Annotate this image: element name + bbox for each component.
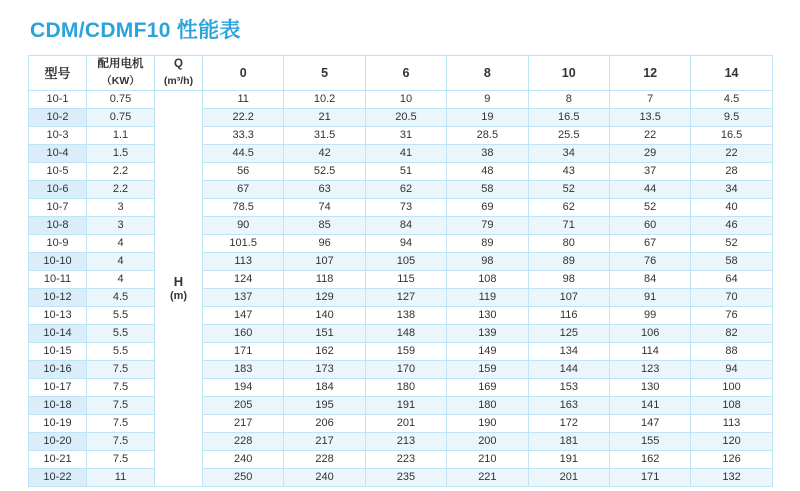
cell-head-value: 29 <box>609 145 690 163</box>
cell-head-value: 118 <box>284 271 365 289</box>
cell-power: 7.5 <box>87 433 155 451</box>
cell-head-value: 180 <box>447 397 528 415</box>
cell-head-value: 56 <box>203 163 284 181</box>
cell-head-value: 60 <box>609 217 690 235</box>
cell-head-value: 105 <box>365 253 446 271</box>
cell-head-value: 172 <box>528 415 609 433</box>
cell-model: 10-18 <box>29 397 87 415</box>
cell-head-value: 22 <box>609 127 690 145</box>
cell-head-value: 19 <box>447 109 528 127</box>
cell-head-value: 115 <box>365 271 446 289</box>
cell-power: 3 <box>87 217 155 235</box>
cell-head-value: 82 <box>691 325 772 343</box>
header-model: 型号 <box>29 56 87 91</box>
cell-head-value: 33.3 <box>203 127 284 145</box>
cell-head-value: 116 <box>528 307 609 325</box>
cell-head-value: 69 <box>447 199 528 217</box>
cell-head-value: 235 <box>365 469 446 487</box>
cell-power: 11 <box>87 469 155 487</box>
cell-head-value: 210 <box>447 451 528 469</box>
table-row <box>29 361 773 379</box>
cell-head-value: 76 <box>609 253 690 271</box>
header-flow-12: 12 <box>609 56 690 91</box>
header-power <box>87 56 155 91</box>
cell-head-value: 162 <box>609 451 690 469</box>
cell-power: 7.5 <box>87 379 155 397</box>
cell-head-value: 100 <box>691 379 772 397</box>
cell-head-value: 28 <box>691 163 772 181</box>
cell-head-value: 180 <box>365 379 446 397</box>
cell-head-value: 10 <box>365 91 446 109</box>
cell-head-value: 64 <box>691 271 772 289</box>
cell-power: 2.2 <box>87 181 155 199</box>
cell-head-value: 130 <box>447 307 528 325</box>
cell-power: 2.2 <box>87 163 155 181</box>
cell-head-value: 67 <box>203 181 284 199</box>
cell-head-value: 80 <box>528 235 609 253</box>
cell-head-value: 114 <box>609 343 690 361</box>
cell-head-value: 58 <box>691 253 772 271</box>
cell-head-value: 67 <box>609 235 690 253</box>
cell-power: 5.5 <box>87 325 155 343</box>
table-row <box>29 145 773 163</box>
cell-head-value: 160 <box>203 325 284 343</box>
cell-head-value: 108 <box>691 397 772 415</box>
table-row <box>29 127 773 145</box>
table-row <box>29 181 773 199</box>
cell-head-value: 191 <box>528 451 609 469</box>
cell-power: 4 <box>87 253 155 271</box>
table-row <box>29 343 773 361</box>
cell-head-value: 94 <box>691 361 772 379</box>
table-row <box>29 415 773 433</box>
cell-head-value: 78.5 <box>203 199 284 217</box>
table-row <box>29 271 773 289</box>
cell-head-value: 96 <box>284 235 365 253</box>
cell-head-value: 70 <box>691 289 772 307</box>
header-flow-8: 8 <box>447 56 528 91</box>
header-row <box>29 56 773 91</box>
cell-head-value: 228 <box>284 451 365 469</box>
cell-head-value: 221 <box>447 469 528 487</box>
cell-head-value: 213 <box>365 433 446 451</box>
cell-head-value: 52 <box>528 181 609 199</box>
cell-head-value: 191 <box>365 397 446 415</box>
cell-model: 10-13 <box>29 307 87 325</box>
cell-head-value: 85 <box>284 217 365 235</box>
cell-head-value: 89 <box>447 235 528 253</box>
cell-head-value: 99 <box>609 307 690 325</box>
cell-head-value: 240 <box>284 469 365 487</box>
header-flow-5: 5 <box>284 56 365 91</box>
cell-head-value: 63 <box>284 181 365 199</box>
cell-head-value: 46 <box>691 217 772 235</box>
table-row <box>29 109 773 127</box>
cell-head-value: 16.5 <box>691 127 772 145</box>
cell-power: 1.5 <box>87 145 155 163</box>
cell-head-value: 155 <box>609 433 690 451</box>
header-flow-6: 6 <box>365 56 446 91</box>
cell-head-value: 132 <box>691 469 772 487</box>
cell-head-value: 119 <box>447 289 528 307</box>
cell-head-value: 125 <box>528 325 609 343</box>
cell-head-value: 108 <box>447 271 528 289</box>
cell-head-value: 163 <box>528 397 609 415</box>
table-row <box>29 163 773 181</box>
cell-head-value: 140 <box>284 307 365 325</box>
cell-model: 10-6 <box>29 181 87 199</box>
cell-head-value: 127 <box>365 289 446 307</box>
cell-head-value: 124 <box>203 271 284 289</box>
table-row <box>29 397 773 415</box>
h-symbol: H <box>173 274 184 290</box>
cell-head-value: 200 <box>447 433 528 451</box>
table-body <box>29 91 773 487</box>
cell-head-value: 89 <box>528 253 609 271</box>
table-row <box>29 433 773 451</box>
table-row <box>29 235 773 253</box>
cell-head-value: 62 <box>528 199 609 217</box>
cell-head-value: 190 <box>447 415 528 433</box>
cell-power: 5.5 <box>87 343 155 361</box>
cell-head-value: 107 <box>528 289 609 307</box>
cell-head-value: 13.5 <box>609 109 690 127</box>
header-q-unit: (m³/h) <box>163 75 194 88</box>
table-row <box>29 307 773 325</box>
cell-head-value: 159 <box>447 361 528 379</box>
cell-head-value: 101.5 <box>203 235 284 253</box>
cell-head-value: 106 <box>609 325 690 343</box>
cell-head-value: 16.5 <box>528 109 609 127</box>
cell-head-value: 171 <box>609 469 690 487</box>
cell-power: 4 <box>87 235 155 253</box>
cell-head-value: 25.5 <box>528 127 609 145</box>
cell-model: 10-22 <box>29 469 87 487</box>
cell-head-value: 134 <box>528 343 609 361</box>
cell-head-value: 34 <box>528 145 609 163</box>
cell-head-value: 62 <box>365 181 446 199</box>
cell-head-value: 91 <box>609 289 690 307</box>
cell-power: 7.5 <box>87 397 155 415</box>
cell-head-value: 52 <box>609 199 690 217</box>
cell-head-value: 38 <box>447 145 528 163</box>
cell-head-value: 94 <box>365 235 446 253</box>
table-row <box>29 289 773 307</box>
header-q-symbol: Q <box>174 58 183 71</box>
cell-head-value: 71 <box>528 217 609 235</box>
cell-power: 5.5 <box>87 307 155 325</box>
cell-head-value: 217 <box>284 433 365 451</box>
header-flow-10: 10 <box>528 56 609 91</box>
cell-head-value: 130 <box>609 379 690 397</box>
cell-head-value: 120 <box>691 433 772 451</box>
cell-power: 0.75 <box>87 109 155 127</box>
cell-head-value: 42 <box>284 145 365 163</box>
cell-model: 10-8 <box>29 217 87 235</box>
cell-head-value: 151 <box>284 325 365 343</box>
page-title: CDM/CDMF10 性能表 <box>30 19 241 42</box>
cell-model: 10-11 <box>29 271 87 289</box>
cell-head-value: 173 <box>284 361 365 379</box>
cell-power: 1.1 <box>87 127 155 145</box>
table-row <box>29 199 773 217</box>
cell-head-value: 84 <box>365 217 446 235</box>
cell-head-value: 88 <box>691 343 772 361</box>
cell-head-value: 37 <box>609 163 690 181</box>
cell-head-value: 98 <box>528 271 609 289</box>
cell-head-value: 73 <box>365 199 446 217</box>
cell-head-value: 28.5 <box>447 127 528 145</box>
header-flow-unit <box>155 56 203 91</box>
cell-head-value: 148 <box>365 325 446 343</box>
cell-head-value: 113 <box>691 415 772 433</box>
cell-head-value: 250 <box>203 469 284 487</box>
cell-head-value: 22.2 <box>203 109 284 127</box>
cell-head-value: 98 <box>447 253 528 271</box>
cell-head-value: 171 <box>203 343 284 361</box>
cell-model: 10-4 <box>29 145 87 163</box>
cell-model: 10-2 <box>29 109 87 127</box>
cell-power: 0.75 <box>87 91 155 109</box>
cell-head-value: 41 <box>365 145 446 163</box>
head-cell-h <box>155 91 203 487</box>
cell-head-value: 8 <box>528 91 609 109</box>
cell-head-value: 52 <box>691 235 772 253</box>
cell-head-value: 184 <box>284 379 365 397</box>
cell-head-value: 183 <box>203 361 284 379</box>
header-flow-14: 14 <box>691 56 772 91</box>
table-row <box>29 451 773 469</box>
cell-model: 10-7 <box>29 199 87 217</box>
cell-head-value: 22 <box>691 145 772 163</box>
cell-head-value: 79 <box>447 217 528 235</box>
h-unit: (m) <box>169 290 188 303</box>
cell-model: 10-19 <box>29 415 87 433</box>
cell-head-value: 20.5 <box>365 109 446 127</box>
cell-head-value: 206 <box>284 415 365 433</box>
cell-head-value: 44.5 <box>203 145 284 163</box>
cell-head-value: 139 <box>447 325 528 343</box>
cell-head-value: 240 <box>203 451 284 469</box>
cell-power: 7.5 <box>87 361 155 379</box>
cell-head-value: 149 <box>447 343 528 361</box>
cell-model: 10-15 <box>29 343 87 361</box>
table-row <box>29 217 773 235</box>
table-header <box>29 56 773 91</box>
cell-head-value: 194 <box>203 379 284 397</box>
cell-head-value: 147 <box>609 415 690 433</box>
cell-head-value: 44 <box>609 181 690 199</box>
cell-head-value: 195 <box>284 397 365 415</box>
cell-head-value: 9 <box>447 91 528 109</box>
cell-power: 3 <box>87 199 155 217</box>
table-row <box>29 379 773 397</box>
cell-head-value: 205 <box>203 397 284 415</box>
cell-model: 10-16 <box>29 361 87 379</box>
table-row <box>29 469 773 487</box>
cell-head-value: 4.5 <box>691 91 772 109</box>
cell-head-value: 228 <box>203 433 284 451</box>
header-flow-0: 0 <box>203 56 284 91</box>
cell-head-value: 7 <box>609 91 690 109</box>
cell-head-value: 48 <box>447 163 528 181</box>
performance-table <box>28 55 773 487</box>
table-row <box>29 91 773 109</box>
cell-power: 7.5 <box>87 451 155 469</box>
cell-head-value: 162 <box>284 343 365 361</box>
cell-head-value: 31 <box>365 127 446 145</box>
cell-head-value: 141 <box>609 397 690 415</box>
cell-head-value: 113 <box>203 253 284 271</box>
header-power-line2: （KW） <box>101 75 140 88</box>
cell-head-value: 144 <box>528 361 609 379</box>
header-power-line1: 配用电机 <box>97 58 144 71</box>
cell-head-value: 10.2 <box>284 91 365 109</box>
cell-head-value: 9.5 <box>691 109 772 127</box>
table-row <box>29 253 773 271</box>
cell-head-value: 170 <box>365 361 446 379</box>
cell-head-value: 11 <box>203 91 284 109</box>
cell-power: 4 <box>87 271 155 289</box>
cell-head-value: 201 <box>365 415 446 433</box>
cell-head-value: 34 <box>691 181 772 199</box>
cell-power: 7.5 <box>87 415 155 433</box>
cell-head-value: 84 <box>609 271 690 289</box>
cell-head-value: 181 <box>528 433 609 451</box>
cell-head-value: 201 <box>528 469 609 487</box>
cell-head-value: 52.5 <box>284 163 365 181</box>
cell-model: 10-9 <box>29 235 87 253</box>
cell-model: 10-17 <box>29 379 87 397</box>
cell-head-value: 126 <box>691 451 772 469</box>
cell-head-value: 43 <box>528 163 609 181</box>
cell-head-value: 107 <box>284 253 365 271</box>
cell-model: 10-1 <box>29 91 87 109</box>
cell-model: 10-12 <box>29 289 87 307</box>
cell-head-value: 138 <box>365 307 446 325</box>
cell-model: 10-5 <box>29 163 87 181</box>
cell-head-value: 217 <box>203 415 284 433</box>
cell-model: 10-21 <box>29 451 87 469</box>
cell-head-value: 21 <box>284 109 365 127</box>
cell-head-value: 129 <box>284 289 365 307</box>
cell-head-value: 40 <box>691 199 772 217</box>
table-row <box>29 325 773 343</box>
cell-head-value: 137 <box>203 289 284 307</box>
cell-model: 10-20 <box>29 433 87 451</box>
cell-head-value: 51 <box>365 163 446 181</box>
cell-model: 10-10 <box>29 253 87 271</box>
cell-model: 10-3 <box>29 127 87 145</box>
cell-head-value: 31.5 <box>284 127 365 145</box>
cell-head-value: 123 <box>609 361 690 379</box>
cell-head-value: 223 <box>365 451 446 469</box>
cell-head-value: 76 <box>691 307 772 325</box>
cell-head-value: 159 <box>365 343 446 361</box>
cell-head-value: 147 <box>203 307 284 325</box>
cell-head-value: 153 <box>528 379 609 397</box>
cell-power: 4.5 <box>87 289 155 307</box>
cell-head-value: 90 <box>203 217 284 235</box>
cell-head-value: 58 <box>447 181 528 199</box>
cell-head-value: 169 <box>447 379 528 397</box>
cell-model: 10-14 <box>29 325 87 343</box>
cell-head-value: 74 <box>284 199 365 217</box>
